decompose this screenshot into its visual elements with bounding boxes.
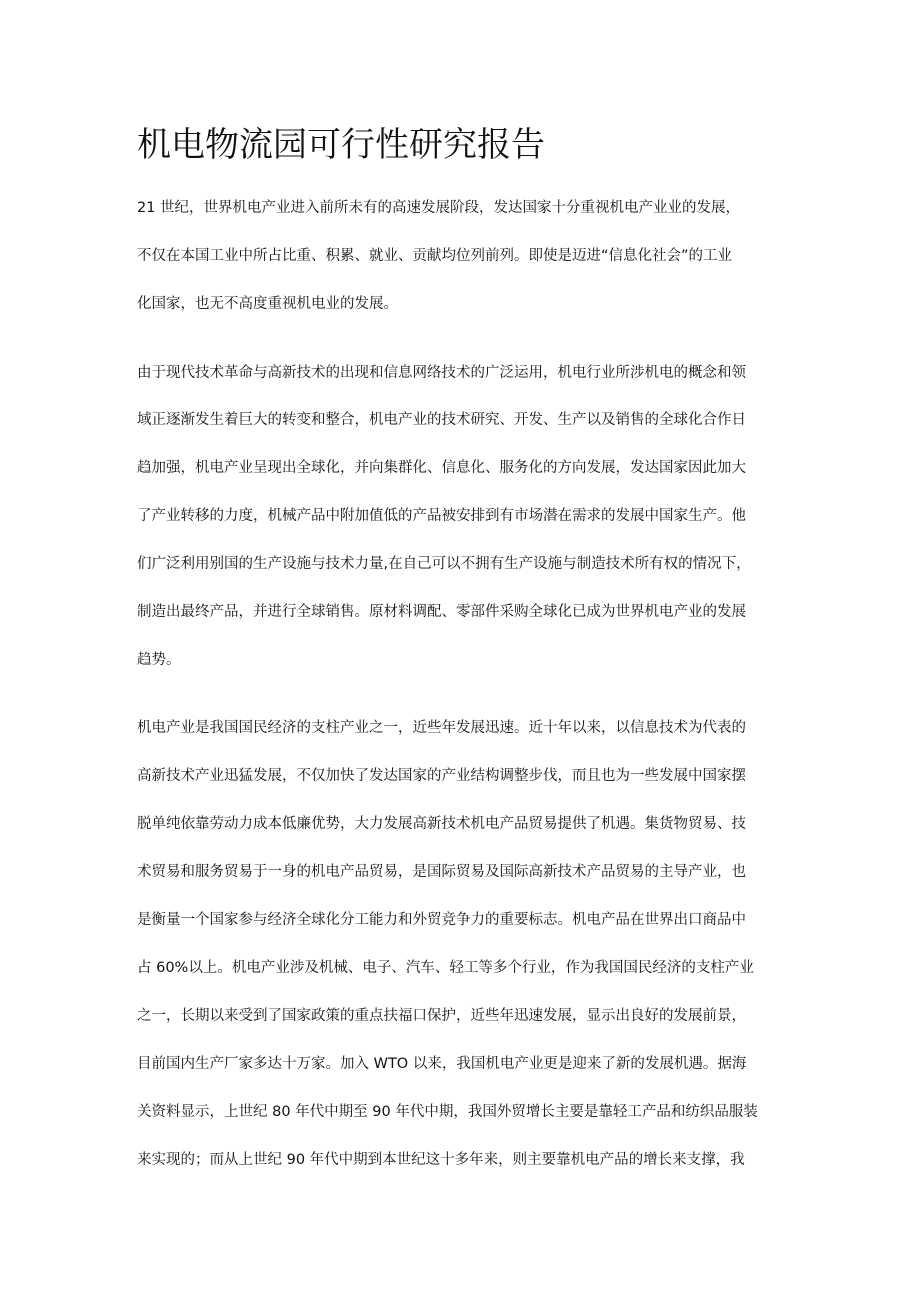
paragraph-line: 不仅在本国工业中所占比重、积累、就业、贡献均位列前列。即使是迈进“信息化社会”的工业 (137, 248, 733, 264)
paragraph-line: 关资料显示，上世纪 80 年代中期至 90 年代中期，我国外贸增长主要是靠轻工产品和纺织品服装 (137, 1104, 758, 1120)
paragraph-line: 脱单纯依靠劳动力成本低廉优势，大力发展高新技术机电产品贸易提供了机遇。集货物贸易、技 (137, 816, 746, 832)
paragraph-line: 来实现的；而从上世纪 90 年代中期到本世纪这十多年来，则主要靠机电产品的增长来支撑，我 (137, 1152, 745, 1168)
paragraph-line: 目前国内生产厂家多达十万家。加入 WTO 以来，我国机电产业更是迎来了新的发展机遇。据海 (137, 1056, 747, 1072)
paragraph-line: 们广泛利用别国的生产设施与技术力量,在自己可以不拥有生产设施与制造技术所有权的情况下， (137, 556, 751, 572)
paragraph-line: 高新技术产业迅猛发展，不仅加快了发达国家的产业结构调整步伐，而且也为一些发展中国家摆 (137, 768, 746, 784)
paragraph-line: 化国家，也无不高度重视机电业的发展。 (137, 296, 398, 312)
paragraph-line: 趋加强，机电产业呈现出全球化，并向集群化、信息化、服务化的方向发展，发达国家因此加大 (137, 460, 746, 476)
paragraph-line: 制造出最终产品，并进行全球销售。原材料调配、零部件采购全球化已成为世界机电产业的发展 (137, 604, 746, 620)
paragraph-line: 21 世纪，世界机电产业进入前所未有的高速发展阶段，发达国家十分重视机电产业业的发展， (137, 200, 741, 216)
paragraph-line: 术贸易和服务贸易于一身的机电产品贸易，是国际贸易及国际高新技术产品贸易的主导产业，也 (137, 864, 746, 880)
paragraph-line: 趋势。 (137, 652, 181, 668)
paragraph-line: 之一，长期以来受到了国家政策的重点扶福口保护，近些年迅速发展，显示出良好的发展前景， (137, 1008, 746, 1024)
paragraph-line: 由于现代技术革命与高新技术的出现和信息网络技术的广泛运用，机电行业所涉机电的概念和领 (137, 365, 746, 381)
document-title: 机电物流园可行性研究报告 (137, 125, 545, 165)
paragraph-line: 机电产业是我国国民经济的支柱产业之一，近些年发展迅速。近十年以来，以信息技术为代表的 (137, 720, 746, 736)
paragraph-line: 了产业转移的力度，机械产品中附加值低的产品被安排到有市场潜在需求的发展中国家生产。他 (137, 508, 746, 524)
paragraph-line: 占 60%以上。机电产业涉及机械、电子、汽车、轻工等多个行业，作为我国国民经济的支柱产业 (137, 960, 754, 976)
paragraph-line: 域正逐渐发生着巨大的转变和整合，机电产业的技术研究、开发、生产以及销售的全球化合作日 (137, 412, 746, 428)
paragraph-line: 是衡量一个国家参与经济全球化分工能力和外贸竞争力的重要标志。机电产品在世界出口商品中 (137, 912, 746, 928)
